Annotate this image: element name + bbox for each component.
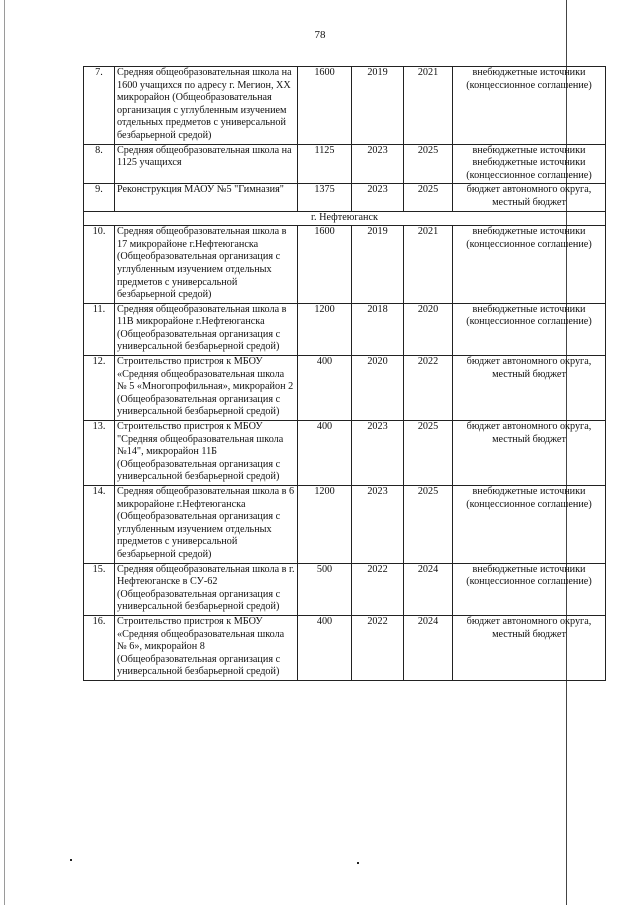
row-number: 15. <box>84 563 115 615</box>
table-row <box>84 67 606 145</box>
start-year: 2022 <box>352 563 404 615</box>
funding-source: внебюджетные источники (концессионное соглашение) <box>453 67 606 145</box>
capacity-value: 500 <box>298 563 352 615</box>
end-year: 2025 <box>404 144 453 184</box>
table-body-after <box>84 226 606 681</box>
funding-source: бюджет автономного округа, местный бюджет <box>453 356 606 421</box>
city-header: г. Нефтеюганск <box>84 211 606 226</box>
row-number: 11. <box>84 303 115 355</box>
row-number: 16. <box>84 615 115 680</box>
capacity-value: 400 <box>298 421 352 486</box>
end-year: 2025 <box>404 486 453 564</box>
object-name: Средняя общеобразовательная школа на 1125 учащихся <box>115 144 298 184</box>
capacity-value: 1200 <box>298 486 352 564</box>
start-year: 2023 <box>352 421 404 486</box>
object-name: Строительство пристроя к МБОУ "Средняя общеобразовательная школа №14", микрорайон 11Б (Общеобразовательная организация с универсальной безбарьерной средой) <box>115 421 298 486</box>
object-name: Средняя общеобразовательная школа в 6 микрорайоне г.Нефтеюганска (Общеобразовательная организация с углубленным изучением отдельных предметов с универсальной безбарьерной средой) <box>115 486 298 564</box>
start-year: 2022 <box>352 615 404 680</box>
row-number: 13. <box>84 421 115 486</box>
scan-speck <box>357 862 359 864</box>
table-row <box>84 144 606 184</box>
start-year: 2023 <box>352 184 404 211</box>
scan-speck <box>70 859 72 861</box>
start-year: 2019 <box>352 226 404 304</box>
end-year: 2024 <box>404 563 453 615</box>
table-body-before <box>84 67 606 212</box>
start-year: 2018 <box>352 303 404 355</box>
table-row <box>84 615 606 680</box>
funding-source: бюджет автономного округа, местный бюджет <box>453 421 606 486</box>
row-number: 10. <box>84 226 115 304</box>
scan-edge-left <box>4 0 5 905</box>
capacity-value: 1600 <box>298 226 352 304</box>
table-row <box>84 226 606 304</box>
row-number: 14. <box>84 486 115 564</box>
capacity-value: 1125 <box>298 144 352 184</box>
capacity-value: 400 <box>298 356 352 421</box>
table-row <box>84 184 606 211</box>
funding-source: бюджет автономного округа, местный бюджет <box>453 184 606 211</box>
city-section <box>84 211 606 226</box>
objects-table <box>83 66 606 681</box>
capacity-value: 400 <box>298 615 352 680</box>
object-name: Средняя общеобразовательная школа в 17 микрорайоне г.Нефтеюганска (Общеобразовательная организация с углубленным изучением отдельных предметов с универсальной безбарьерной средой) <box>115 226 298 304</box>
end-year: 2022 <box>404 356 453 421</box>
start-year: 2020 <box>352 356 404 421</box>
funding-source: бюджет автономного округа, местный бюджет <box>453 615 606 680</box>
end-year: 2025 <box>404 421 453 486</box>
table-row <box>84 486 606 564</box>
object-name: Средняя общеобразовательная школа в 11В микрорайоне г.Нефтеюганска (Общеобразовательная организация с универсальной безбарьерной средой) <box>115 303 298 355</box>
page-number: 78 <box>314 29 326 41</box>
row-number: 12. <box>84 356 115 421</box>
start-year: 2023 <box>352 144 404 184</box>
funding-source: внебюджетные источники внебюджетные источники (концессионное соглашение) <box>453 144 606 184</box>
start-year: 2019 <box>352 67 404 145</box>
end-year: 2021 <box>404 226 453 304</box>
row-number: 7. <box>84 67 115 145</box>
object-name: Средняя общеобразовательная школа на 1600 учащихся по адресу г. Мегион, XX микрорайон (Общеобразовательная организация с углубленным изучением отдельных предметов с универсальной безбарьерной средой) <box>115 67 298 145</box>
funding-source: внебюджетные источники (концессионное соглашение) <box>453 303 606 355</box>
start-year: 2023 <box>352 486 404 564</box>
capacity-value: 1200 <box>298 303 352 355</box>
table-row <box>84 356 606 421</box>
end-year: 2024 <box>404 615 453 680</box>
row-number: 8. <box>84 144 115 184</box>
funding-source: внебюджетные источники (концессионное соглашение) <box>453 563 606 615</box>
table-row <box>84 303 606 355</box>
object-name: Реконструкция МАОУ №5 "Гимназия" <box>115 184 298 211</box>
capacity-value: 1600 <box>298 67 352 145</box>
table-row <box>84 421 606 486</box>
end-year: 2021 <box>404 67 453 145</box>
row-number: 9. <box>84 184 115 211</box>
capacity-value: 1375 <box>298 184 352 211</box>
city-row <box>84 211 606 226</box>
end-year: 2025 <box>404 184 453 211</box>
end-year: 2020 <box>404 303 453 355</box>
table-row <box>84 563 606 615</box>
object-name: Строительство пристроя к МБОУ «Средняя общеобразовательная школа № 5 «Многопрофильная», микрорайон 2 (Общеобразовательная организация с универсальной безбарьерной средой) <box>115 356 298 421</box>
object-name: Строительство пристроя к МБОУ «Средняя общеобразовательная школа № 6», микрорайон 8 (Общеобразовательная организация с универсальной безбарьерной средой) <box>115 615 298 680</box>
funding-source: внебюджетные источники (концессионное соглашение) <box>453 486 606 564</box>
funding-source: внебюджетные источники (концессионное соглашение) <box>453 226 606 304</box>
object-name: Средняя общеобразовательная школа в г. Нефтеюганске в СУ-62 (Общеобразовательная организация с универсальной безбарьерной средой) <box>115 563 298 615</box>
